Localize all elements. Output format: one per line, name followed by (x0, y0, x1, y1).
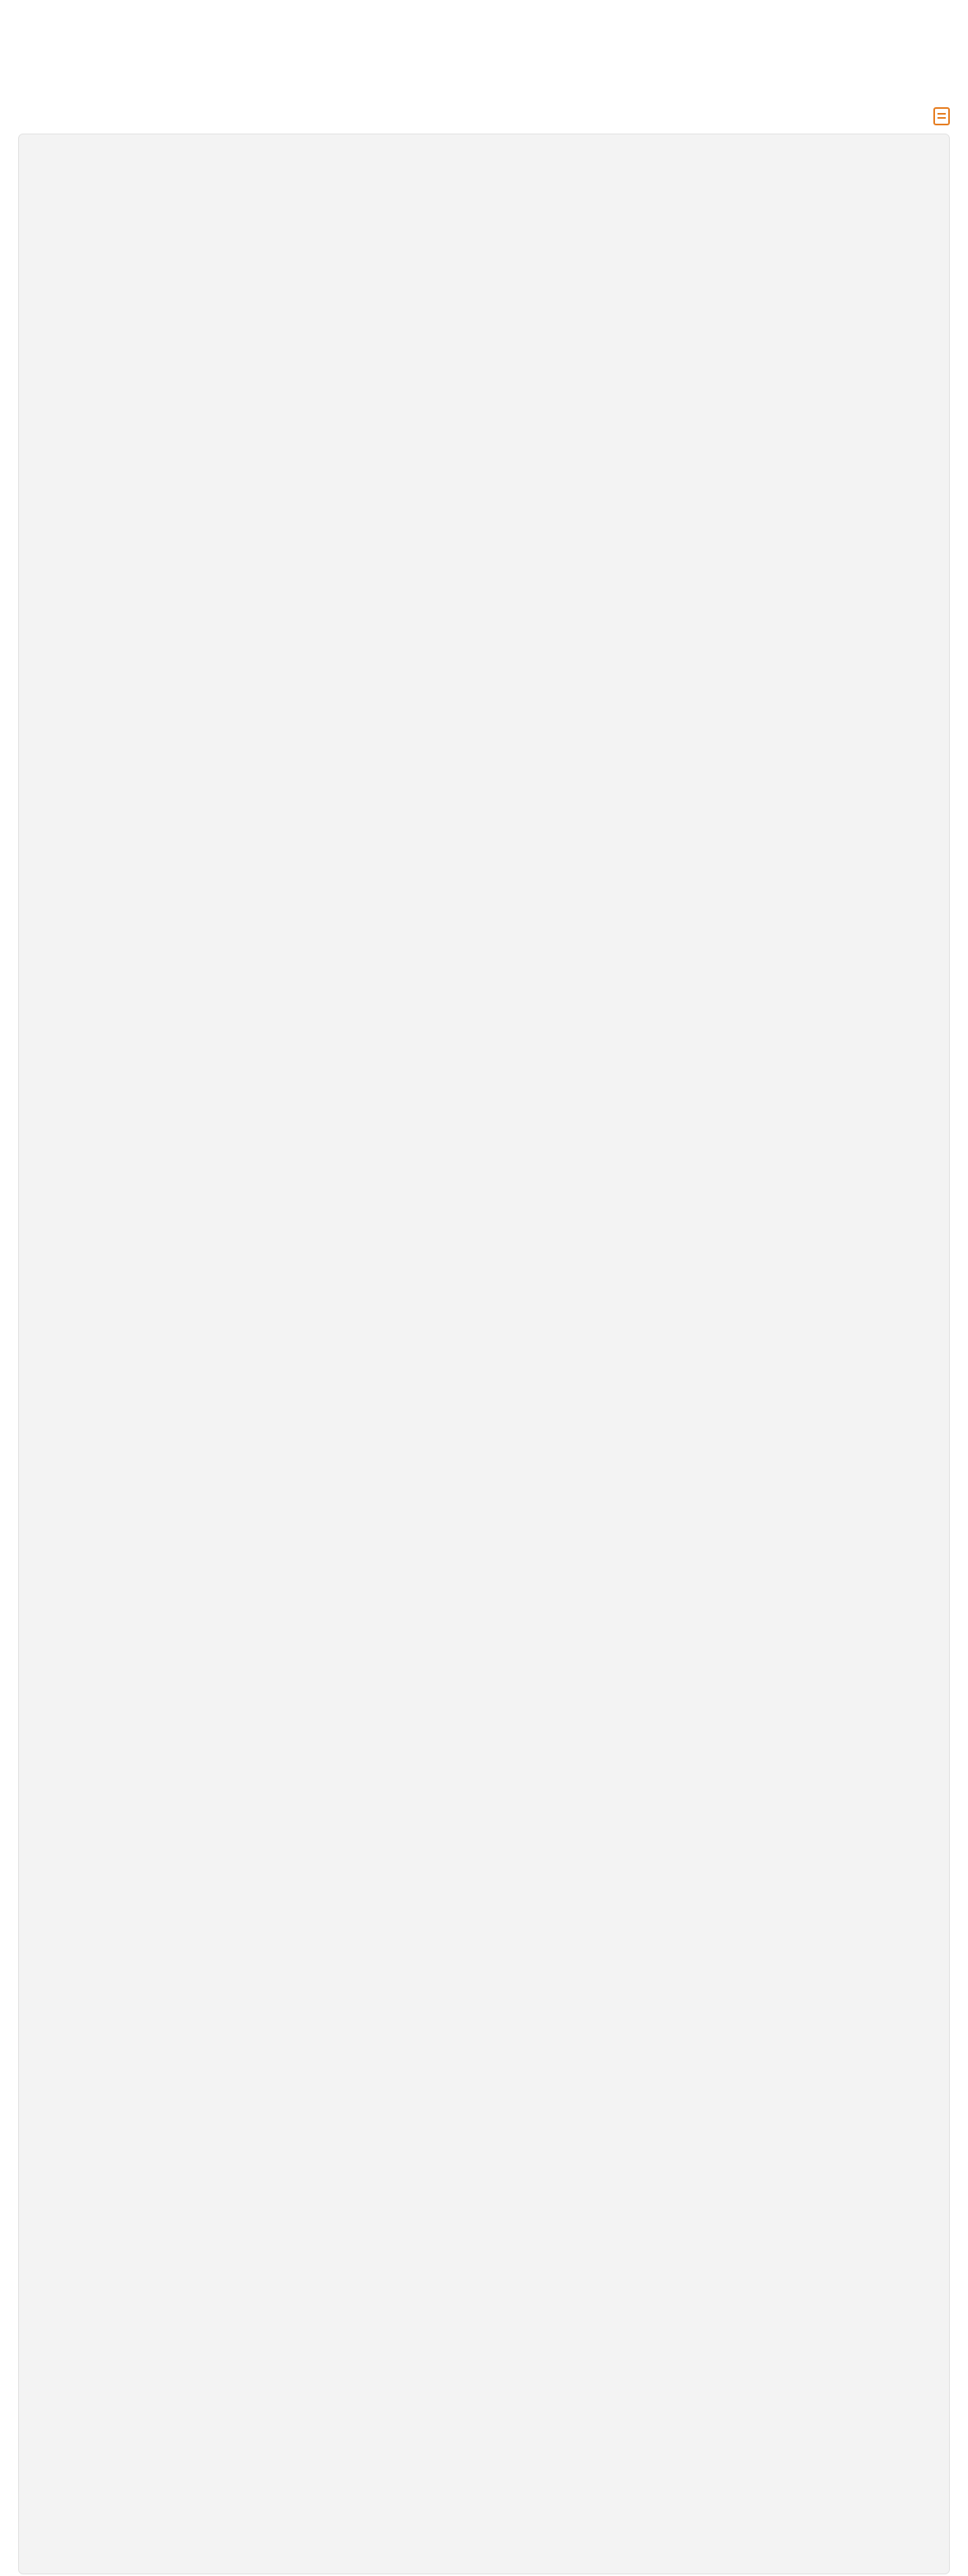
document-icon (933, 107, 950, 125)
meta-row (18, 13, 950, 38)
issuer-line (18, 38, 950, 64)
notice-text-header (18, 107, 950, 125)
notice-body (18, 134, 950, 2574)
subject-line (18, 64, 950, 91)
